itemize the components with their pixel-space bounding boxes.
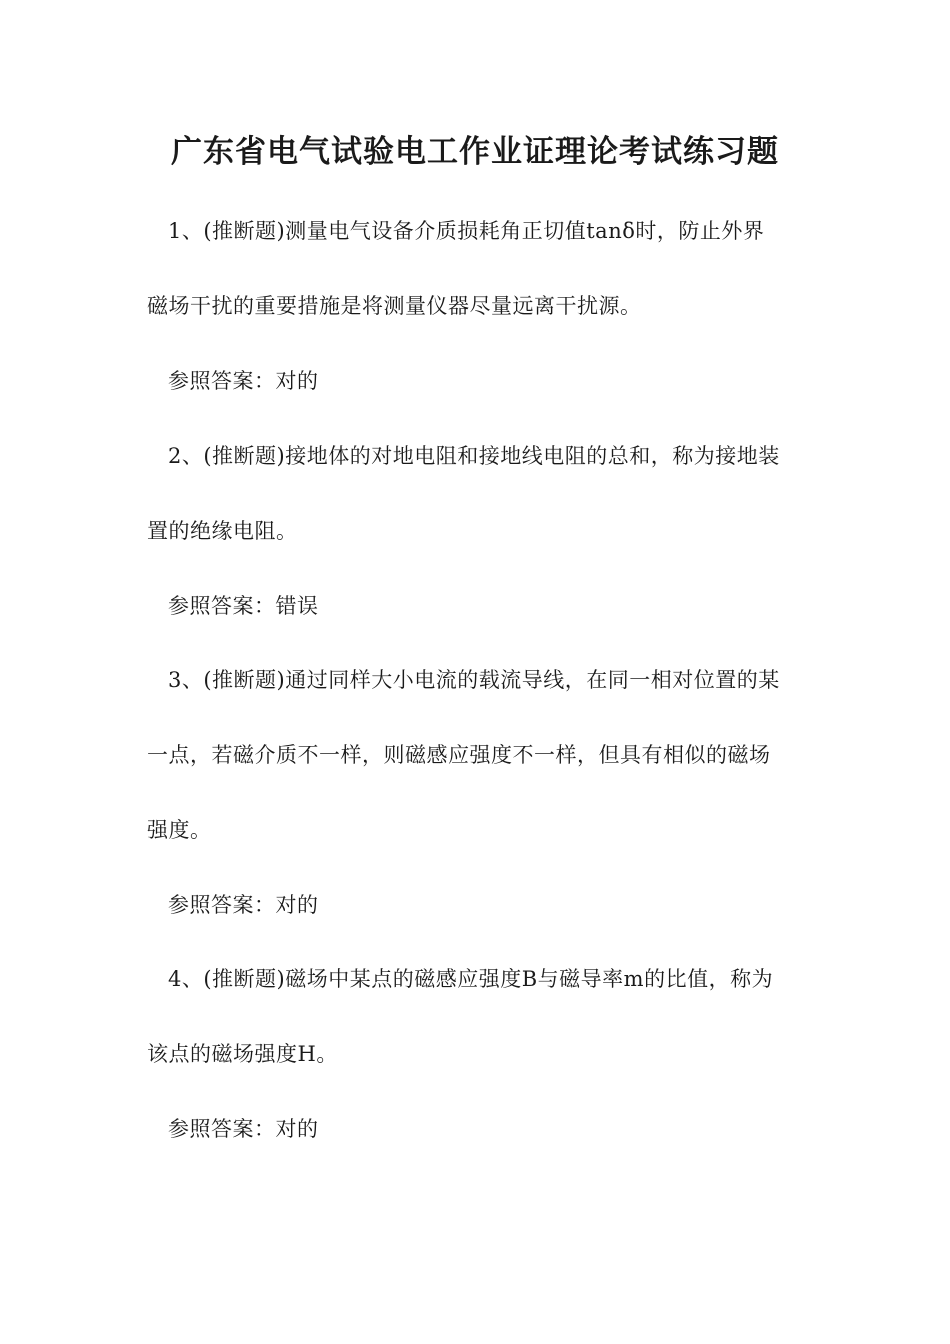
question-1-line-2: 磁场干扰的重要措施是将测量仪器尽量远离干扰源。 [147, 294, 642, 318]
question-2-line-2: 置的绝缘电阻。 [147, 519, 298, 543]
question-4-line-2: 该点的磁场强度H。 [147, 1042, 338, 1066]
question-3-line-2: 一点，若磁介质不一样，则磁感应强度不一样，但具有相似的磁场 [147, 743, 771, 767]
question-2-line-1: 2、(推断题)接地体的对地电阻和接地线电阻的总和，称为接地装 [168, 444, 780, 468]
question-1-line-1: 1、(推断题)测量电气设备介质损耗角正切值tanδ时，防止外界 [168, 219, 765, 243]
document-title: 广东省电气试验电工作业证理论考试练习题 [171, 134, 779, 170]
question-4-answer: 参照答案：对的 [168, 1117, 319, 1141]
question-3-line-3: 强度。 [147, 818, 212, 842]
question-3-answer: 参照答案：对的 [168, 893, 319, 917]
question-3-line-1: 3、(推断题)通过同样大小电流的载流导线，在同一相对位置的某 [168, 668, 780, 692]
question-4-line-1: 4、(推断题)磁场中某点的磁感应强度B与磁导率m的比值，称为 [168, 967, 774, 991]
question-1-answer: 参照答案：对的 [168, 369, 319, 393]
question-2-answer: 参照答案：错误 [168, 594, 319, 618]
